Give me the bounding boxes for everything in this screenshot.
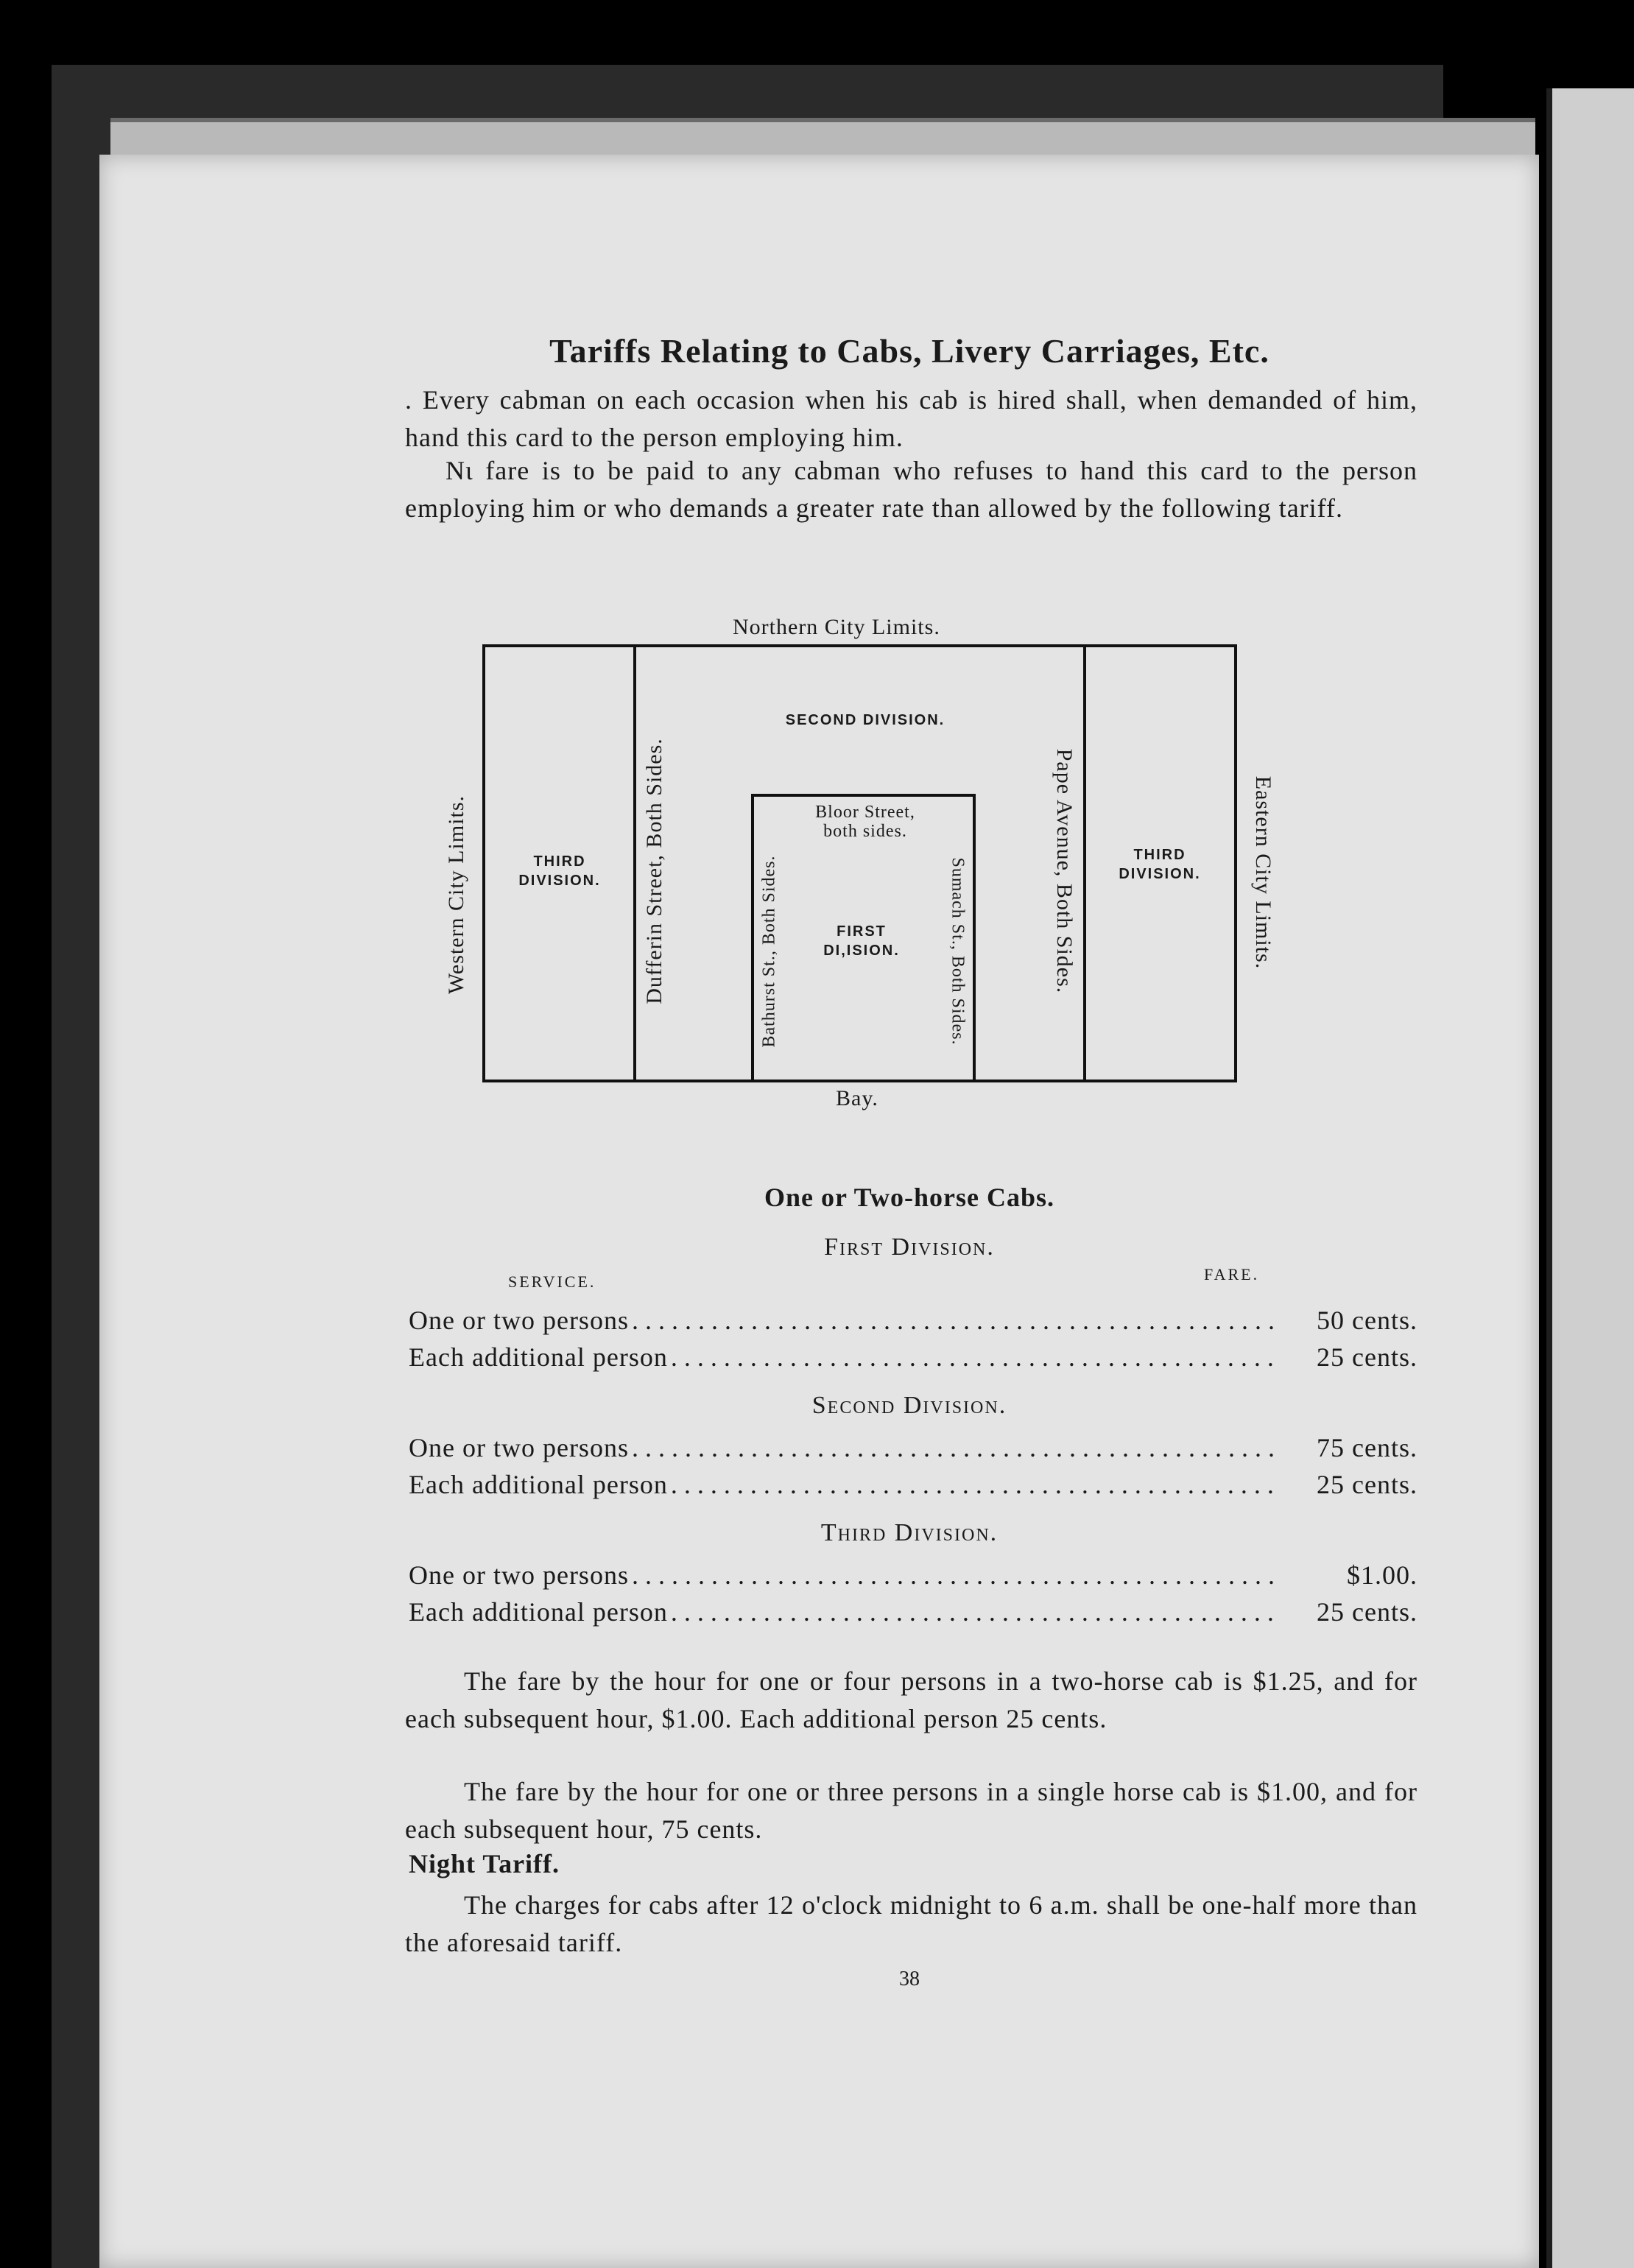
map-north-label: Northern City Limits. <box>733 615 940 639</box>
fare-row <box>409 1342 1418 1377</box>
night-tariff-paragraph <box>405 1887 1418 1962</box>
hourly-paragraph-1-text: The fare by the hour for one or four persons in a two-horse cab is $1.25, and for each subsequent hour, $1.00. Each additional person 25 cents. <box>405 1666 1418 1733</box>
fare-row <box>409 1596 1418 1632</box>
fare-row <box>409 1469 1418 1504</box>
fare-row-amount: 25 cents. <box>1317 1470 1418 1499</box>
fare-row-amount: 50 cents. <box>1317 1306 1418 1335</box>
dufferin-line <box>633 644 636 1082</box>
cabs-heading: One or Two-horse Cabs. <box>764 1183 1055 1212</box>
second-division-label: SECOND DIVISION. <box>785 712 945 728</box>
bloor-street-label: Bloor Street, both sides. <box>815 803 915 841</box>
leader-dots <box>632 1432 1275 1463</box>
dufferin-street-label: Dufferin Street, Both Sides. <box>642 738 666 1004</box>
first-division-label: FIRST DI,ISION. <box>823 923 900 959</box>
document-page <box>99 155 1539 2268</box>
bathurst-street-label: Bathurst St., Both Sides. <box>759 855 779 1048</box>
division-3-heading: Third Division. <box>820 1519 999 1546</box>
night-tariff-heading: Night Tariff. <box>409 1849 560 1878</box>
leader-dots <box>671 1469 1275 1500</box>
fare-row <box>409 1432 1418 1468</box>
division-1-heading: First Division. <box>824 1233 995 1261</box>
intro-paragraph-2 <box>405 452 1418 527</box>
hourly-paragraph-1 <box>405 1663 1418 1738</box>
map-west-label: Western City Limits. <box>444 795 468 995</box>
leader-dots <box>671 1596 1275 1627</box>
fare-row-service: Each additional person <box>409 1597 668 1627</box>
fare-row-amount: 25 cents. <box>1317 1342 1418 1372</box>
map-south-label: Bay. <box>836 1086 878 1110</box>
night-tariff-text: The charges for cabs after 12 o'clock midnight to 6 a.m. shall be one-half more than the aforesaid tariff. <box>405 1890 1418 1957</box>
fare-row-amount: 25 cents. <box>1317 1597 1418 1627</box>
leader-dots <box>632 1560 1275 1591</box>
fare-row <box>409 1305 1418 1340</box>
intro-paragraph-1-text: . Every cabman on each occasion when his cab is hired shall, when demanded of him, hand this card to the person employing him. <box>405 385 1418 452</box>
leader-dots <box>671 1342 1275 1373</box>
fare-row-amount: $1.00. <box>1347 1560 1418 1590</box>
third-division-left-label: THIRD DIVISION. <box>518 853 601 889</box>
fare-row-service: Each additional person <box>409 1342 668 1372</box>
facing-page-edge <box>1546 88 1634 2268</box>
hourly-paragraph-2-text: The fare by the hour for one or three persons in a single horse cab is $1.00, and for each subsequent hour, 75 cents. <box>405 1777 1418 1844</box>
intro-paragraph-1 <box>405 381 1418 457</box>
fare-row-service: One or two persons <box>409 1560 629 1590</box>
division-2-heading: Second Division. <box>811 1392 1007 1419</box>
fare-row-service: One or two persons <box>409 1433 629 1462</box>
page-title: Tariffs Relating to Cabs, Livery Carriages, Etc. <box>549 332 1269 370</box>
fare-column-header: FARE. <box>1204 1265 1260 1283</box>
service-column-header: SERVICE. <box>508 1272 596 1291</box>
fare-row-service: One or two persons <box>409 1306 629 1335</box>
leader-dots <box>632 1305 1275 1336</box>
fare-row <box>409 1560 1418 1595</box>
sumach-street-label: Sumach St., Both Sides. <box>948 857 968 1046</box>
hourly-paragraph-2 <box>405 1773 1418 1848</box>
pape-line <box>1083 644 1086 1082</box>
fare-row-amount: 75 cents. <box>1317 1433 1418 1462</box>
page-number: 38 <box>899 1968 920 1990</box>
map-east-label: Eastern City Limits. <box>1251 775 1275 970</box>
pape-avenue-label: Pape Avenue, Both Sides. <box>1052 748 1077 994</box>
third-division-right-label: THIRD DIVISION. <box>1119 847 1201 882</box>
intro-paragraph-2-text: Nɩ fare is to be paid to any cabman who refuses to hand this card to the person employing him or who demands a greater rate than allowed by the following tariff. <box>405 456 1418 523</box>
fare-row-service: Each additional person <box>409 1470 668 1499</box>
